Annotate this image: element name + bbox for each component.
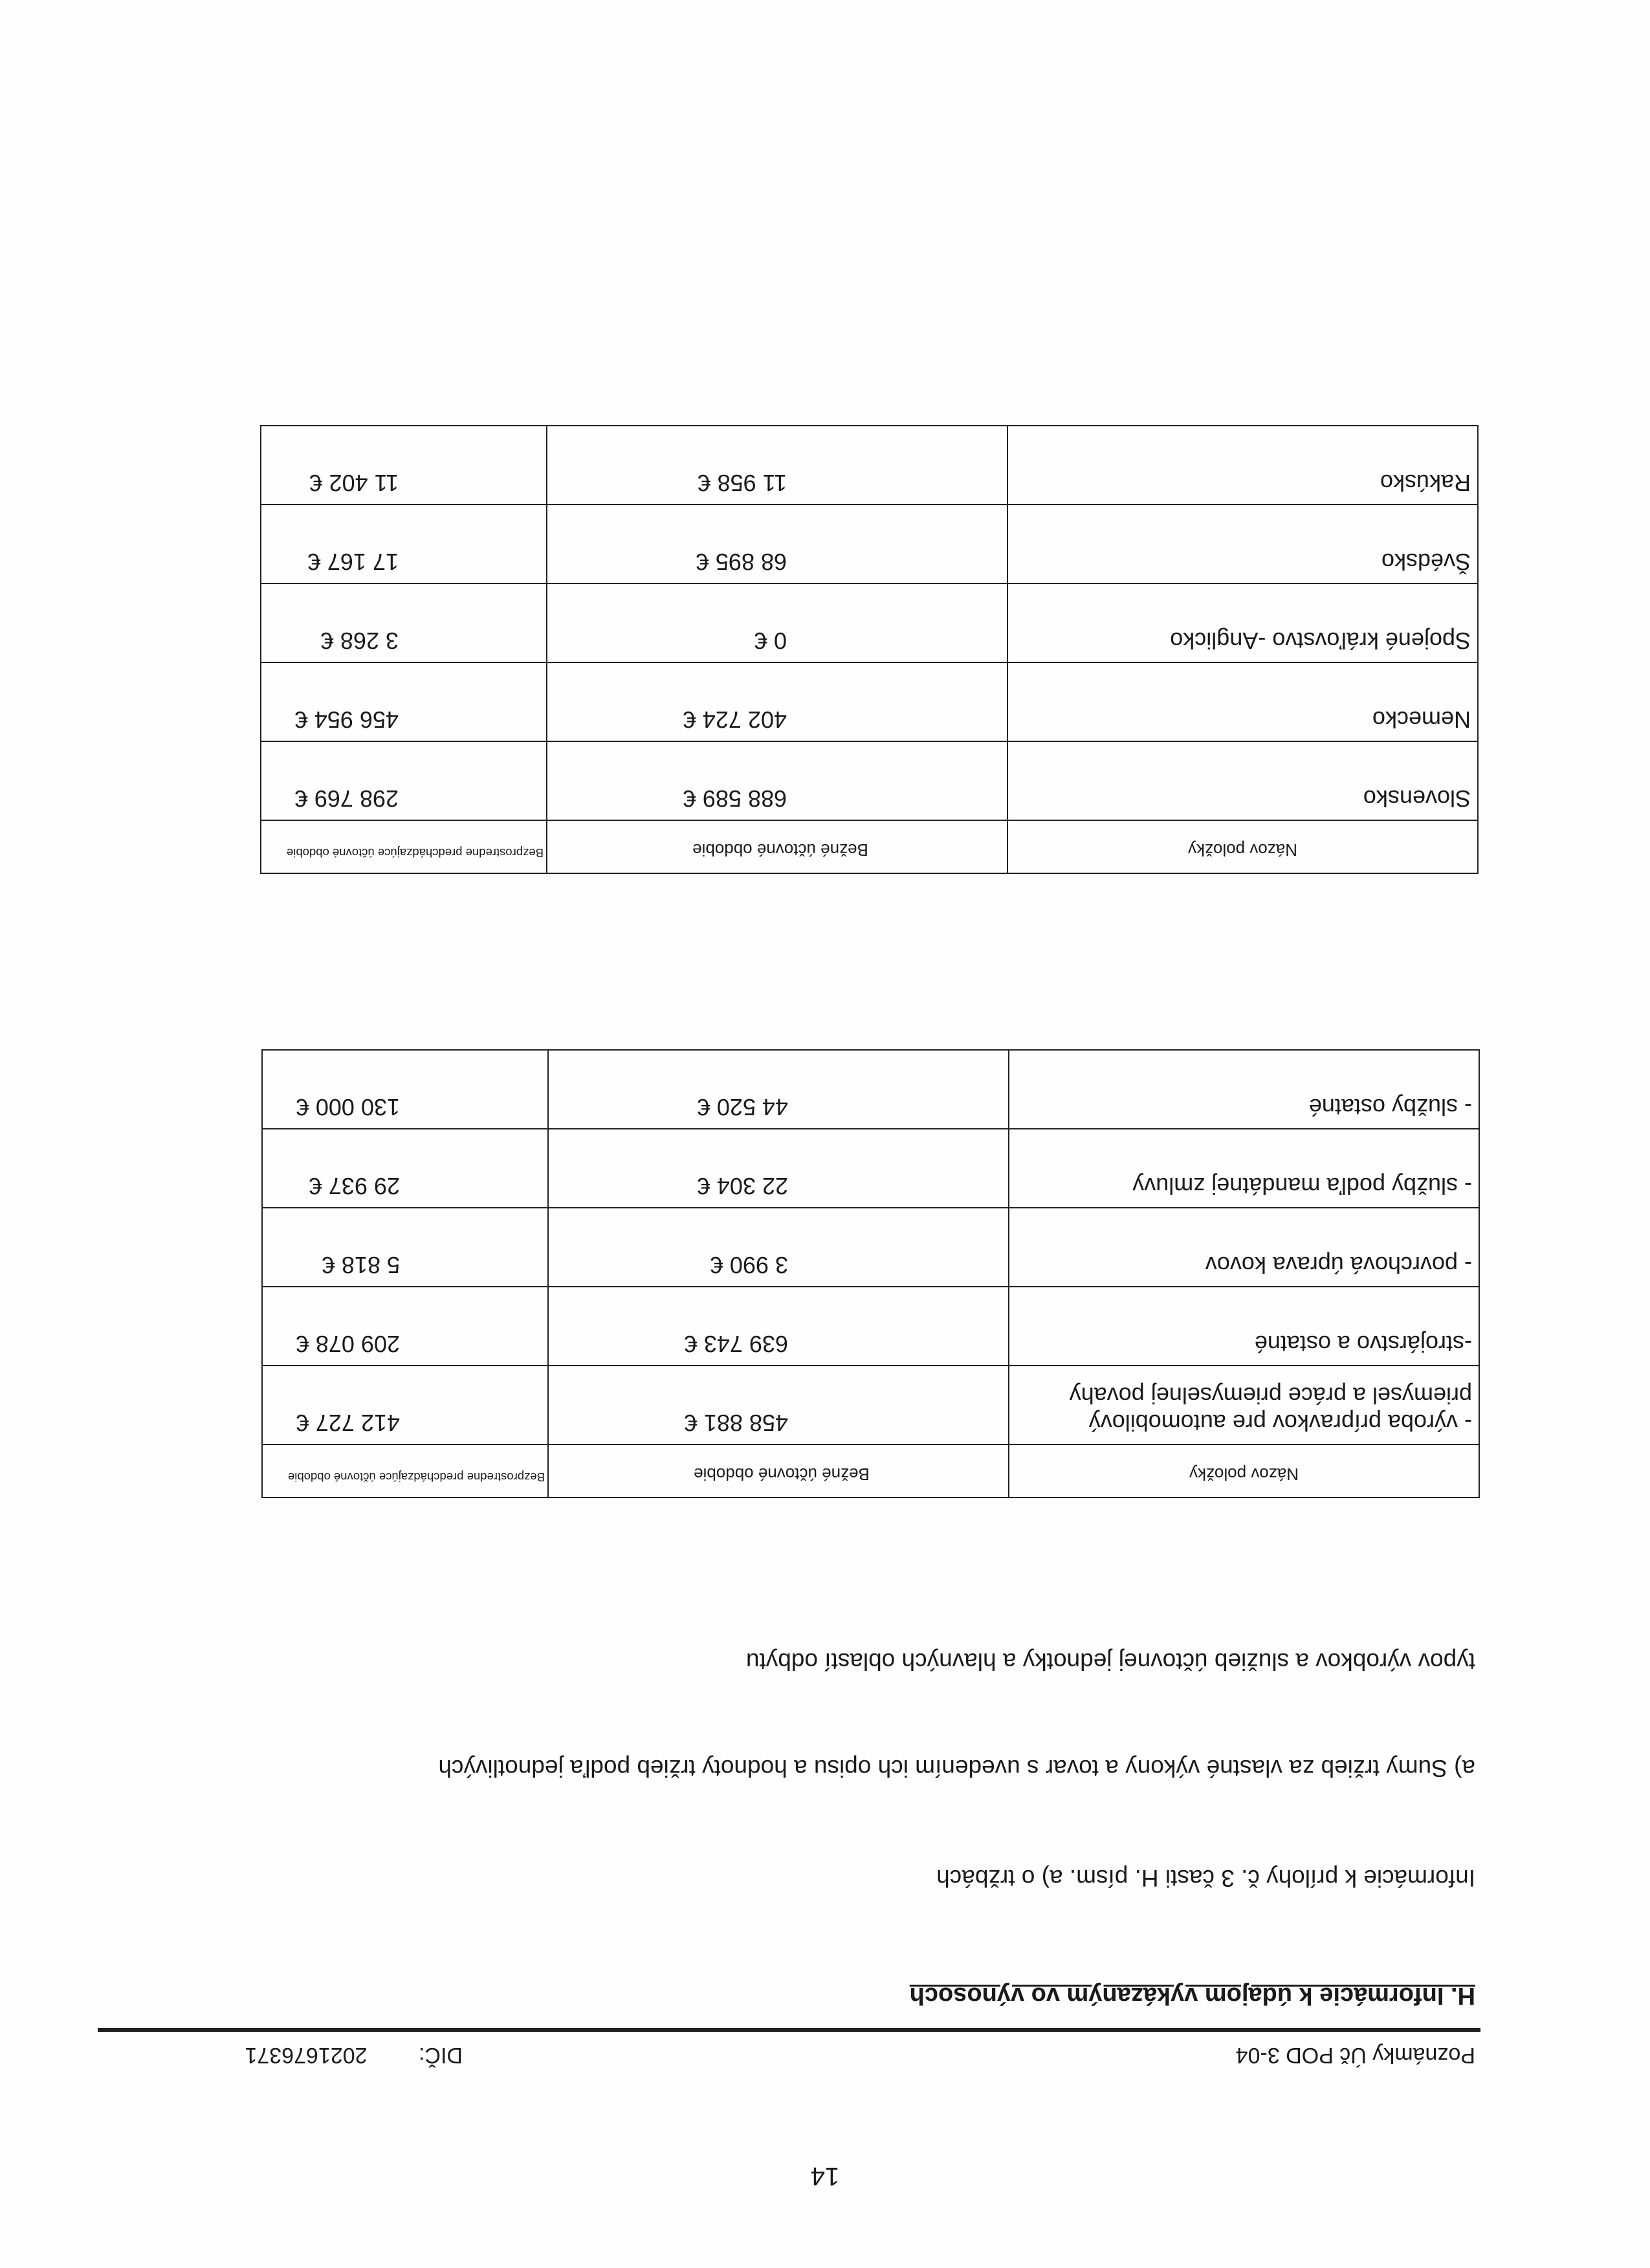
table-row [261,662,1478,741]
row-name: Spojené kráľovstvo -Anglicko [1007,583,1478,662]
row-name: - služby ostatné [1009,1050,1479,1129]
paragraph-a-line2: typov výrobkov a služieb účtovnej jednotky a hlavných oblastí odbytu [745,1648,1475,1675]
table-row [262,1050,1479,1129]
table-row [262,1287,1479,1366]
table-row [261,741,1478,820]
row-previous: 11 402 € [261,426,547,505]
table-row [261,583,1478,662]
row-name: Slovensko [1007,741,1478,820]
row-name: -strojárstvo a ostatné [1009,1287,1479,1366]
table-row [262,1208,1479,1287]
table-row [262,1129,1479,1208]
intro-text: Informácie k prílohy č. 3 časti H. písm. a) o tržbách [936,1865,1475,1892]
header-previous: Bezprostredne predchádzajúce účtovné obdobie [262,1445,548,1498]
row-current: 688 589 € [547,741,1007,820]
header-name: Názov položky [1009,1445,1479,1498]
row-current: 458 881 € [548,1366,1009,1445]
dic-label: DIČ: [419,2043,463,2067]
header-current: Bežné účtovné obdobie [547,820,1007,873]
row-current: 22 304 € [548,1129,1009,1208]
section-title: H. Informácie k údajom vykázaným vo výnosoch [909,1982,1475,2009]
header-current: Bežné účtovné obdobie [548,1445,1009,1498]
table-header-row [262,1445,1479,1498]
row-previous: 3 268 € [261,583,547,662]
row-current: 11 958 € [547,426,1007,505]
row-name: - povrchová úprava kovov [1009,1208,1479,1287]
row-name: Nemecko [1007,662,1478,741]
row-current: 402 724 € [547,662,1007,741]
row-current: 68 895 € [547,505,1007,583]
row-previous: 5 818 € [262,1208,548,1287]
row-previous: 456 954 € [261,662,547,741]
row-name: - výroba prípravkov pre automobilový priemysel a práce priemyselnej povahy [1009,1366,1479,1445]
header-dic [245,2042,463,2067]
row-current: 0 € [547,583,1007,662]
row-current: 44 520 € [548,1050,1009,1129]
row-previous: 29 937 € [262,1129,548,1208]
paragraph-a-line1: a) Sumy tržieb za vlastné výkony a tovar s uvedením ich opisu a hodnoty tržieb podľa jednotlivých [438,1755,1475,1782]
row-name: Rakúsko [1007,426,1478,505]
header-previous: Bezprostredne predchádzajúce účtovné obdobie [261,820,547,873]
row-previous: 130 000 € [262,1050,548,1129]
row-previous: 412 727 € [262,1366,548,1445]
row-current: 639 743 € [548,1287,1009,1366]
row-previous: 298 769 € [261,741,547,820]
row-current: 3 990 € [548,1208,1009,1287]
row-name: - služby podľa mandátnej zmluvy [1009,1129,1479,1208]
row-name: Švédsko [1007,505,1478,583]
revenue-by-region-table [260,425,1479,874]
header-title: Poznámky Úč POD 3-04 [1235,2043,1475,2067]
table-row [261,505,1478,583]
dic-value: 2021676371 [245,2043,368,2067]
table-row [262,1366,1479,1445]
header-name: Názov položky [1007,820,1478,873]
row-previous: 17 167 € [261,505,547,583]
revenue-by-type-table [261,1049,1480,1498]
table-header-row [261,820,1478,873]
page-number: 14 [810,2162,840,2190]
header-divider [98,2028,1480,2032]
row-previous: 209 078 € [262,1287,548,1366]
table-row [261,426,1478,505]
